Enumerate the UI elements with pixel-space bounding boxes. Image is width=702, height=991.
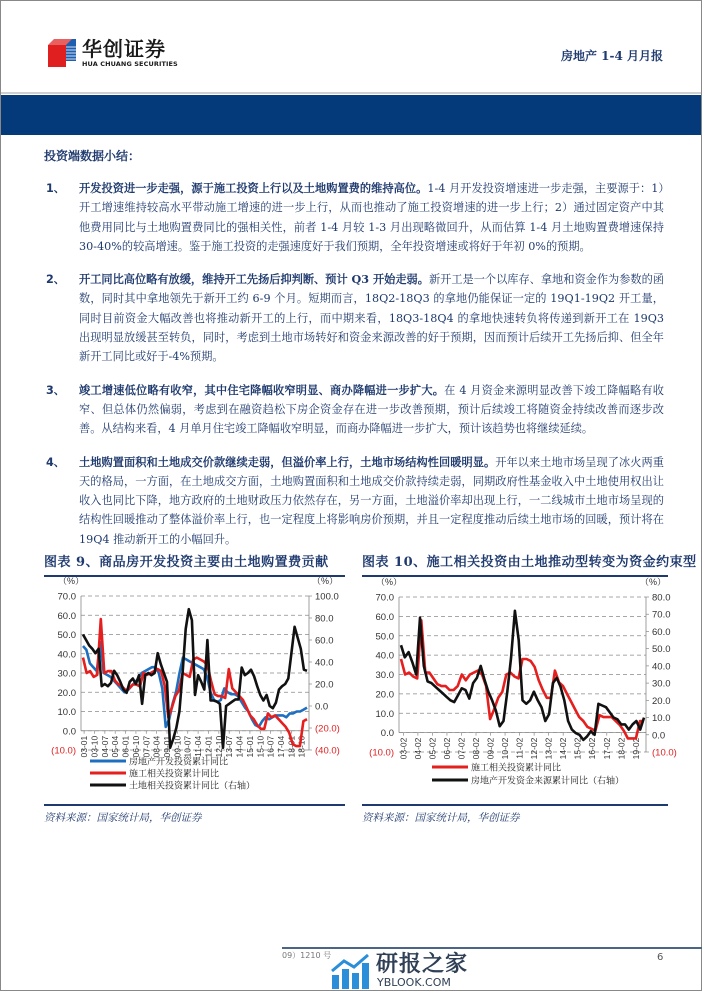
y-tick-label-right: 0.0: [652, 730, 666, 742]
x-tick-label: 16-02: [587, 737, 598, 760]
item-headline: 开工同比高位略有放缓，维持开工先扬后抑判断、预计 Q3 开始走弱。: [79, 272, 429, 287]
y-tick-label-right: 50.0: [652, 644, 671, 656]
x-tick-label: 12-10: [213, 735, 224, 758]
x-tick-label: 15-02: [572, 737, 583, 760]
chart-title: 图表 9、商品房开发投资主要由土地购置费贡献: [44, 555, 329, 570]
x-tick-label: 19-02: [630, 737, 641, 760]
logo-text-cn: 华创证券: [82, 37, 166, 61]
x-tick-label: 18-02: [616, 737, 627, 760]
x-tick-label: 12-02: [529, 737, 540, 760]
y-tick-label-left: 0.0: [380, 728, 394, 740]
y-tick-label-right: 60.0: [315, 635, 334, 647]
x-tick-label: 13-02: [543, 737, 554, 760]
legend-label: 房地产开发投资累计同比: [129, 756, 229, 767]
x-tick-label: 08-02: [471, 737, 482, 760]
x-tick-label: 13-07: [224, 735, 235, 758]
x-tick-label: 09-10: [172, 735, 183, 758]
y-tick-label-left: 40.0: [375, 650, 394, 662]
x-tick-label: 05-04: [110, 735, 121, 758]
source-divider: [362, 804, 668, 806]
y-tick-label-left: (10.0): [51, 745, 76, 757]
x-tick-label: 04-07: [99, 735, 110, 758]
x-tick-label: 11-02: [514, 737, 525, 759]
x-tick-label: 18-01: [286, 735, 297, 758]
chart-9-block: [44, 551, 345, 577]
y-axis-unit-right: （%）: [640, 577, 667, 587]
watermark-text-cn: 研报之家: [376, 952, 469, 977]
y-axis-unit-left: （%）: [376, 577, 403, 587]
y-tick-label-left: 40.0: [57, 649, 76, 661]
summary-item: [44, 453, 664, 549]
x-tick-label: 06-02: [441, 737, 452, 760]
item-body: 新开工是一个以库存、拿地和资金作为参数的函数，同时其中拿地领先于新开工约 6-9 个月。短期而言，18Q2-18Q3 的拿地仍能保证一定的 19Q1-19Q2 开工量，同时目前资金大幅改善也将推动新开工的上行，而中期来看，18Q3-18Q4 的拿地快速转负将传递到新开工在 19Q3 出现明显放缓甚至转负，同时，考虑到土地市场转好和资金来源改善的好于预期，因而预计后续开工先扬后抑、但全年新开工同比或好于-4%预期。: [79, 273, 664, 364]
item-body: 在 4 月资金来源明显改善下竣工降幅略有收窄、但总体仍然偏弱，考虑到在融资趋松下房企资金存在进一步改善预期，预计后续竣工将随资金持续改善而逐步改善。从结构来看，4 月单月住宅竣工降幅收窄明显，而商办降幅进一步扩大，预计该趋势也将继续延续。: [79, 383, 664, 436]
y-tick-label-right: 0.0: [315, 701, 329, 713]
x-tick-label: 03-01: [79, 735, 90, 758]
chart-title-underline: [44, 575, 345, 577]
item-body: 开年以来土地市场呈现了冰火两重天的格局，一方面，在土地成交方面，土地购置面积和土地成交价款持续走弱，同期政府性基金收入中土地使用权出让收入也同比下降，地方政府的土地财政压力依然存在，另一方面，土地溢价率却出现上行，一二线城市土地市场呈现的结构性回暖推动了整体溢价率上行，也一定程度上将影响房价预期，并且一定程度推动后续土地市场的回暖，预计将在 19Q4 推动新开工的小幅回升。: [79, 455, 664, 546]
y-tick-label-right: 30.0: [652, 678, 671, 690]
x-tick-label: 05-02: [427, 737, 438, 760]
x-tick-label: 03-10: [89, 735, 100, 758]
x-tick-label: 07-02: [456, 737, 467, 760]
watermark: [330, 953, 490, 989]
x-tick-label: 14-04: [234, 735, 245, 758]
watermark-text-en: YBLOOK.COM: [377, 976, 451, 989]
y-tick-label-right: 20.0: [652, 695, 671, 707]
x-tick-label: 18-10: [296, 735, 307, 758]
chart-title-underline: [362, 575, 668, 577]
x-tick-label: 17-02: [601, 737, 612, 760]
chart-9-source: 资料来源：国家统计局，华创证券: [44, 812, 202, 824]
y-tick-label-left: 20.0: [57, 687, 76, 699]
company-logo: [46, 33, 181, 78]
chart-10-source: 资料来源：国家统计局，华创证券: [362, 812, 520, 824]
x-tick-label: 09-02: [485, 737, 496, 760]
y-tick-label-right: 20.0: [315, 679, 334, 691]
footer-license-text: 09）1210 号: [282, 951, 332, 960]
x-tick-label: 12-01: [203, 735, 214, 758]
y-tick-label-right: 60.0: [652, 626, 671, 638]
x-tick-label: 07-07: [141, 735, 152, 758]
y-tick-label-left: 10.0: [57, 707, 76, 718]
item-headline: 土地购置面积和土地成交价款继续走弱，但溢价率上行，土地市场结构性回暖明显。: [79, 454, 496, 469]
legend-label: 房地产开发资金来源累计同比（右轴）: [471, 775, 625, 786]
summary-title: 投资端数据小结：: [44, 149, 141, 163]
item-number: 4、: [46, 455, 65, 469]
report-label: 房地产 1-4 月月报: [560, 49, 663, 63]
summary-item: [44, 179, 664, 256]
y-tick-label-left: (10.0): [369, 747, 394, 759]
footer-divider: [282, 947, 702, 949]
y-tick-label-left: 30.0: [375, 670, 394, 681]
item-headline: 开发投资进一步走强，源于施工投资上行以及土地购置费的维持高位。: [79, 181, 428, 195]
y-tick-label-left: 50.0: [375, 631, 394, 643]
header-band: [1, 95, 701, 135]
y-tick-label-left: 60.0: [57, 610, 76, 622]
header-divider: [1, 92, 701, 94]
page-number: 6: [657, 952, 664, 963]
y-tick-label-left: 20.0: [375, 689, 394, 701]
summary-item: [44, 381, 664, 439]
x-tick-label: 11-04: [193, 735, 204, 757]
chart-10-block: [362, 551, 697, 577]
x-tick-label: 15-01: [244, 735, 255, 758]
x-tick-label: 17-04: [276, 735, 287, 758]
x-tick-label: 14-02: [558, 737, 569, 760]
y-tick-label-right: 70.0: [652, 609, 671, 621]
x-tick-label: 06-10: [130, 735, 141, 758]
logo-text-en: HUA CHUANG SECURITIES: [82, 60, 178, 68]
y-tick-label-left: 60.0: [375, 611, 394, 623]
y-tick-label-right: 80.0: [315, 613, 334, 625]
y-tick-label-right: 100.0: [315, 591, 339, 603]
y-tick-label-left: 0.0: [62, 726, 76, 738]
y-tick-label-left: 70.0: [375, 592, 394, 604]
item-headline: 竣工增速低位略有收窄，其中住宅降幅收窄明显、商办降幅进一步扩大。: [79, 382, 445, 397]
y-tick-label-left: 10.0: [375, 708, 394, 720]
item-body: 1-4 月开发投资增速进一步走强，主要源于：1）开工增速维持较高水平带动施工增速的进一步上行，从而也推动了施工投资增速的进一步上行；2）通过固定资产中其他费用同比与土地购置费同比的强相关性，前者 1-4 月较 1-3 月出现略微回升，从而估算 1-4 月土地购置费增速保持 30-40%的较高增速。鉴于施工投资的走强速度好于我们预期，全年投资增速或将好于年初 0%的预期。: [79, 182, 664, 253]
y-tick-label-right: (10.0): [652, 747, 677, 759]
item-number: 3、: [46, 383, 65, 397]
item-number: 2、: [46, 273, 65, 287]
watermark-chart-icon: [330, 953, 374, 989]
x-tick-label: 10-07: [182, 735, 193, 758]
summary-section: [44, 147, 664, 563]
y-tick-label-left: 70.0: [57, 591, 76, 603]
x-tick-label: 09-01: [162, 735, 173, 758]
y-tick-label-left: 50.0: [57, 630, 76, 641]
y-tick-label-right: (40.0): [315, 745, 340, 757]
x-tick-label: 03-02: [398, 737, 409, 760]
legend-label: 施工相关投资累计同比: [129, 768, 220, 779]
x-tick-label: 10-02: [500, 737, 511, 760]
y-axis-unit-left: （%）: [58, 576, 85, 586]
y-tick-label-left: 30.0: [57, 668, 76, 680]
y-tick-label-right: 80.0: [652, 592, 671, 604]
logo-mark-icon: [46, 35, 78, 67]
y-axis-unit-right: （%）: [312, 576, 339, 586]
y-tick-label-right: 10.0: [652, 713, 671, 725]
x-tick-label: 04-02: [412, 737, 423, 760]
legend-label: 施工相关投资累计同比: [471, 762, 562, 773]
x-tick-label: 08-04: [151, 735, 162, 758]
x-tick-label: 15-10: [255, 735, 266, 758]
y-tick-label-right: 40.0: [315, 657, 334, 669]
item-number: 1、: [46, 182, 65, 195]
x-tick-label: 16-07: [265, 735, 276, 758]
x-tick-label: 06-01: [120, 735, 131, 758]
summary-item: [44, 270, 664, 366]
chart-title: 图表 10、施工相关投资由土地推动型转变为资金约束型: [362, 555, 697, 570]
source-divider: [44, 804, 345, 806]
y-tick-label-right: (20.0): [315, 723, 340, 735]
legend-label: 土地相关投资累计同比（右轴）: [129, 780, 256, 791]
y-tick-label-right: 40.0: [652, 661, 671, 673]
